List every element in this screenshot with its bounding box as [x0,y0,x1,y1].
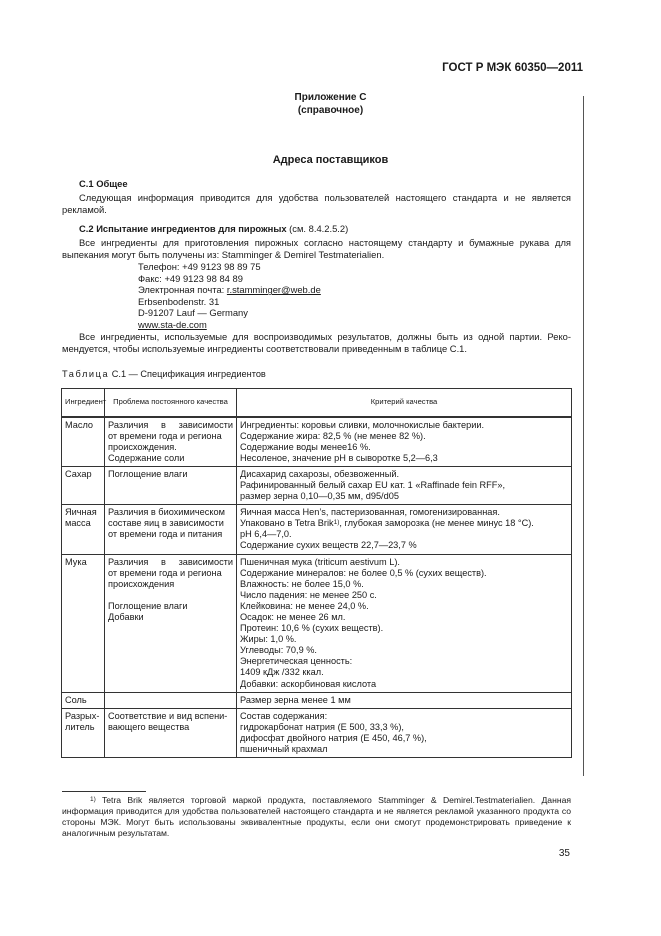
cell-line: Соль [65,694,87,705]
c1-paragraph: Следующая информация приводится для удобства пользователей настоящего стандарта и не является рекламой. [62,192,571,215]
cell-line: масса [65,518,91,529]
criteria-cell [237,554,572,692]
cell-line: размер зерна 0,10—0,35 мм, d95/d05 [240,491,399,502]
cell-line: Поглощение влаги [108,468,188,479]
email-link[interactable]: r.stamminger@web.de [226,284,321,296]
cell-line: Добавки [108,611,144,622]
cell-line: от времени года и региона [108,430,222,441]
cell-line: Упаковано в Tetra Brik$^{1)}$, глубокая заморозка (не менее минус 18 °С). [240,518,534,529]
c2-reference: (см. 8.4.2.5.2) [289,223,349,234]
cell-line: 1409 кДж /332 ккал. [240,667,324,678]
website-link[interactable]: www.sta-de.com [138,318,207,330]
footnote-marker: 1) [90,796,96,803]
cell-line: от времени года и региона [108,567,222,578]
cell-line: Поглощение влаги [108,600,188,611]
ingredient-cell [62,692,105,708]
cell-line: происхождения [108,578,175,589]
footnote [62,795,571,839]
criteria-cell [237,417,572,467]
cell-line: Содержание сухих веществ 22,7—23,7 % [240,540,417,551]
cell-line: происхождения. [108,441,177,452]
caption-prefix: Таблица [62,369,110,379]
cell-line: Дисахарид сахарозы, обезвоженный. [240,468,400,479]
cell-line: Число падения: не менее 250 с. [240,589,377,600]
table-row [62,708,572,757]
header-problem: Проблема постоянного качества [105,389,237,417]
cell-line: от времени года и питания [108,529,223,540]
cell-line: Осадок: не менее 26 мл. [240,612,346,622]
address-phone: Телефон: +49 9123 98 89 75 [138,261,261,272]
cell-line: Содержание соли [108,452,185,463]
problem-cell [105,692,237,708]
cell-line: Яичная [65,507,97,518]
table-row [62,554,572,692]
cell-line: Пшеничная мука (triticum aestivum L). [240,556,400,567]
address-fax: Факс: +49 9123 98 84 89 [138,272,243,284]
caption-text: — Спецификация ингредиентов [126,369,266,379]
section-c2-heading [62,223,571,235]
cell-line: дифосфат двойного натрия (Е 450, 46,7 %), [240,732,427,743]
section-c1-heading [62,178,571,190]
appendix-heading [0,91,661,117]
footnote-text: Tetra Brik является торговой маркой продукта, поставляемого Stamminger & Demirel.Testmaterialien. Данная информация приводится для удобства пользователей настоящего стандарта и не является рекламой указанного продукта со стороны МЭК. Могут быть использованы эквивалентные продукты, если они смогут продемонстрировать приведение к аналогичным результатам. [62,795,571,838]
caption-number: С.1 [111,369,127,379]
c2-heading: С.2 Испытание ингредиентов для пирожных [79,223,287,234]
cell-line: Различия в биохимическом [108,507,225,518]
ingredient-cell [62,417,105,467]
table-row [62,466,572,504]
cell-line: Жиры: 1,0 %. [240,634,297,645]
criteria-cell [237,708,572,757]
cell-line: Содержание жира: 82,5 % (не менее 82 %). [240,430,426,441]
address-street: Erbsenbodenstr. 31 [138,295,220,307]
criteria-cell [237,505,572,554]
table-row [62,505,572,554]
cell-line: вающего вещества [108,721,190,732]
cell-line: пшеничный крахмал [240,744,328,755]
c1-heading: С.1 Общее [79,178,128,189]
ingredient-cell [62,505,105,554]
cell-line: Влажность: не более 15,0 %. [240,578,364,589]
c2-paragraph-2: Все ингредиенты, используемые для воспроизводимых результатов, должны быть из одной партии. Рекомендуется, чтобы используемые ингредиенты соответствовали приведенным в таблице С.1. [62,331,571,354]
cell-line: Различия в зависимости [108,556,233,567]
cell-line: литель [65,721,95,732]
cell-line: Различия в зависимости [108,419,233,430]
table-header-row [62,389,572,417]
cell-line: Размер зерна менее 1 мм [240,694,351,705]
section-title: Адреса поставщиков [272,154,389,166]
table-row [62,692,572,708]
cell-line: Добавки: аскорбиновая кислота [240,678,377,689]
footnote-rule [62,791,146,792]
header-ingredient: Ингредиент [62,389,105,417]
page-number: 35 [558,848,570,859]
c2-paragraph: Все ингредиенты для приготовления пирожных согласно настоящему стандарту и бумажные рукава для выпекания могут быть получены из: Stamminger & Demirel Testmaterialien. [62,237,571,260]
cell-line: Мука [65,556,87,567]
ingredient-cell [62,554,105,692]
appendix-subtitle: (справочное) [297,105,364,116]
problem-cell [105,708,237,757]
standard-code: ГОСТ Р МЭК 60350—2011 [442,62,583,74]
cell-line: Протеин: 10,6 % (сухих веществ). [240,623,384,634]
cell-line: Клейковина: не менее 24,0 %. [240,600,369,611]
ingredients-table [61,388,572,758]
appendix-title: Приложение С [294,92,367,103]
criteria-cell [237,466,572,504]
address-email-line [138,284,321,296]
margin-rule [583,96,584,776]
cell-line: Ингредиенты: коровьи сливки, молочнокислые бактерии. [240,419,485,430]
problem-cell [105,554,237,692]
cell-line: Сахар [65,468,92,479]
cell-line: Содержание минералов: не более 0,5 % (сухих веществ). [240,567,487,578]
problem-cell [105,466,237,504]
cell-line: составе яиц в зависимости [108,518,224,529]
ingredient-cell [62,466,105,504]
cell-line: pH 6,4—7,0. [240,529,292,540]
cell-line: Яичная масса Hen’s, пастеризованная, гомогенизированная. [240,507,500,518]
cell-line: Содержание воды менее16 %. [240,441,371,452]
footnote-reference: 1) [333,519,340,527]
email-label: Электронная почта: [138,284,227,296]
cell-line: Соответствие и вид вспени- [108,710,228,721]
cell-line: Несоленое, значение pH в сыворотке 5,2—6,3 [240,452,438,463]
table-row [62,417,572,467]
cell-line [108,590,233,601]
cell-line: Состав содержания: [240,710,328,721]
cell-line: Разрых- [65,710,100,721]
table-caption [62,369,266,379]
problem-cell [105,417,237,467]
header-criteria: Критерий качества [237,389,572,417]
cell-line: Рафинированный белый сахар EU кат. 1 «Raffinade fein RFF», [240,479,506,490]
supplier-address [138,261,321,331]
cell-line: Энергетическая ценность: [240,656,353,667]
cell-line: Масло [65,419,94,430]
address-city: D-91207 Lauf — Germany [138,307,248,319]
problem-cell [105,505,237,554]
ingredient-cell [62,708,105,757]
cell-line: Углеводы: 70,9 %. [240,645,317,656]
criteria-cell [237,692,572,708]
cell-line: гидрокарбонат натрия (Е 500, 33,3 %), [240,721,404,732]
